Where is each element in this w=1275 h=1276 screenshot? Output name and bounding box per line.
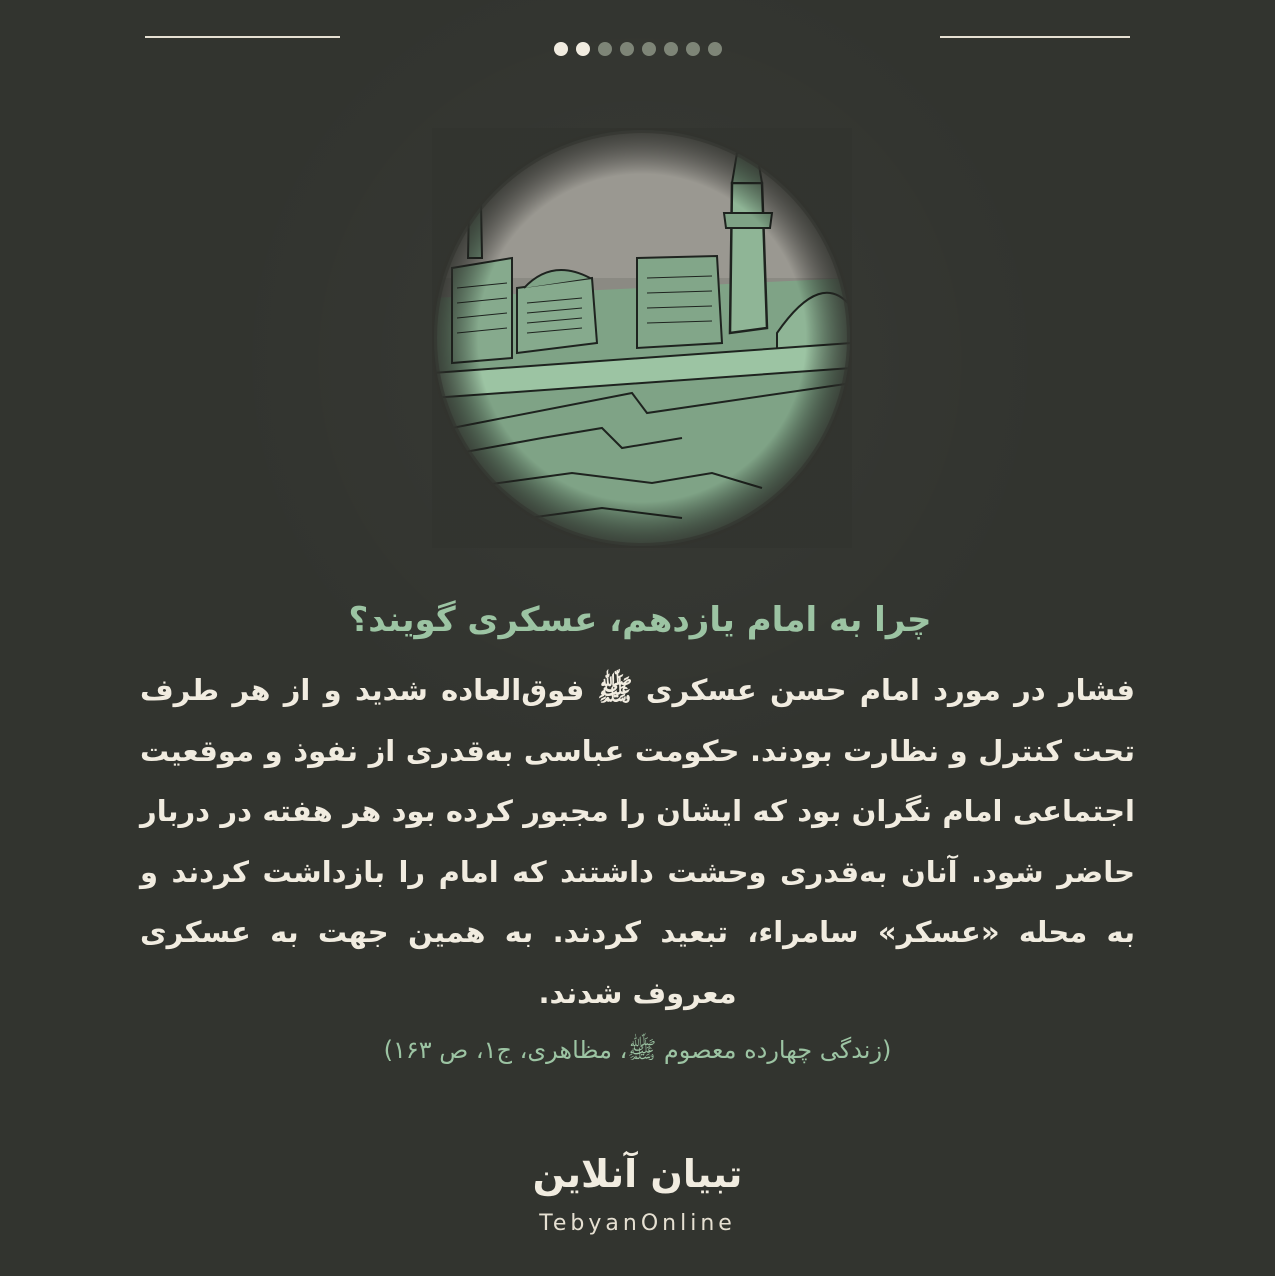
page-dot[interactable] [554, 42, 568, 56]
pagination-dots [0, 42, 1275, 56]
post-body: فشار در مورد امام حسن عسکری ﷺ فوق‌العاده شدید و از هر طرف تحت کنترل و نظارت بودند. حکومت عباسی به‌قدری از نفوذ و موقعیت اجتماعی امام نگران بود که ایشان را مجبور کرده بود هر هفته در دربار حاضر شود. آنان به‌قدری وحشت داشتند که امام را بازداشت کردند و به محله «عسکر» سامراء، تبعید کردند. به همین جهت به عسکری معروف شدند. [140, 673, 1135, 1010]
page-dot[interactable] [686, 42, 700, 56]
page-dot[interactable] [598, 42, 612, 56]
title-divider-left [145, 36, 340, 38]
page-dot[interactable] [664, 42, 678, 56]
shrine-illustration [432, 128, 852, 548]
brand-logo-en: TebyanOnline [539, 1211, 736, 1236]
brand-logo-fa: تبیان آنلاین [532, 1152, 743, 1196]
page-dot[interactable] [708, 42, 722, 56]
post-title: چرا به امام یازدهم، عسکری گویند؟ [348, 600, 932, 640]
title-divider-right [940, 36, 1130, 38]
page-dot[interactable] [576, 42, 590, 56]
page-dot[interactable] [620, 42, 634, 56]
source-citation: (زندگی چهارده معصوم ﷺ، مظاهری، ج۱، ص ۱۶۳) [383, 1036, 892, 1064]
samarra-shrine-sketch-icon [432, 128, 852, 548]
page-dot[interactable] [642, 42, 656, 56]
